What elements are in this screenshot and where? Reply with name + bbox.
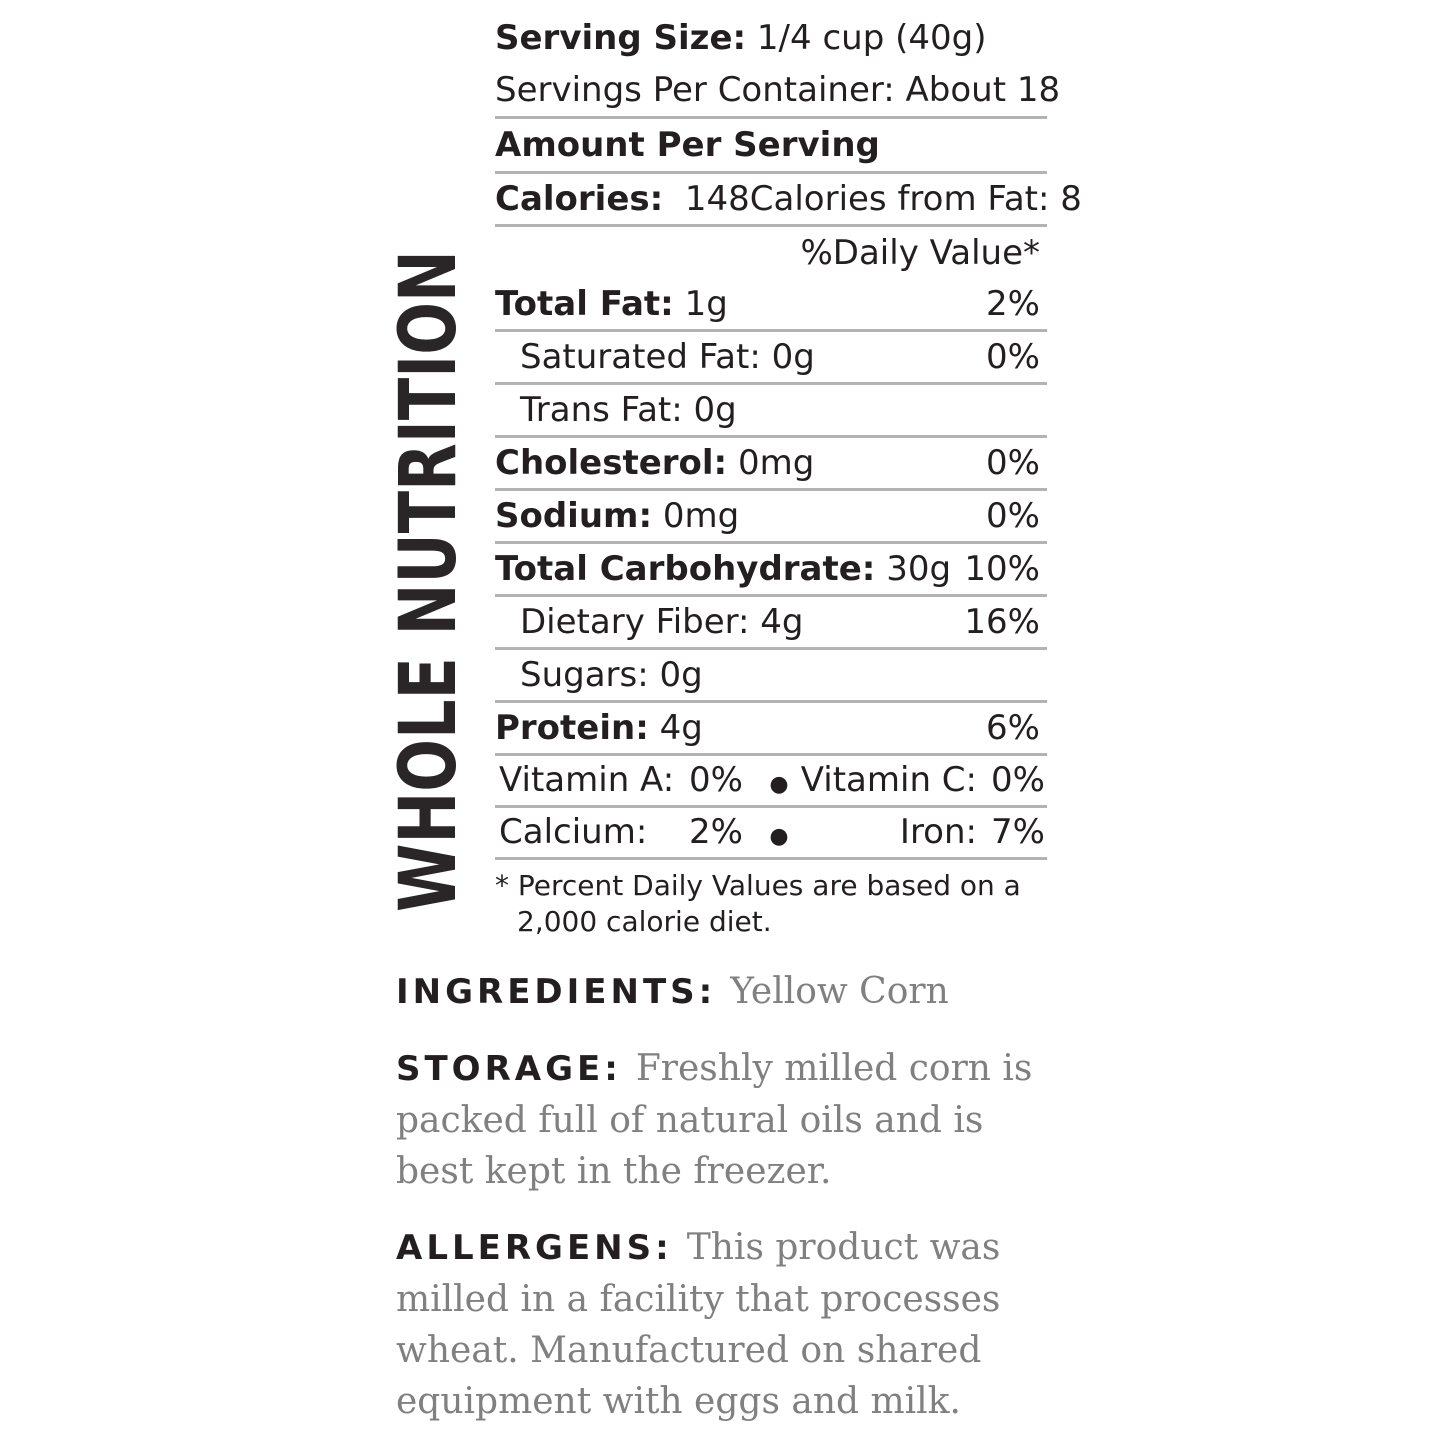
nutrient-label: Total Carbohydrate:: [495, 549, 876, 589]
nutrient-row-trans-fat: [495, 385, 1047, 438]
nutrient-row-sugars: [495, 650, 1047, 703]
nutrient-label: Protein:: [495, 708, 649, 748]
nutrient-value: 1g: [684, 284, 728, 324]
footnote-line-2: 2,000 calorie diet.: [517, 905, 772, 938]
serving-size-value: 1/4 cup (40g): [756, 18, 987, 58]
nutrient-value: 30g: [886, 549, 952, 589]
side-title: [384, 20, 474, 912]
nutrient-label: Sugars:: [520, 655, 649, 695]
vitamin-a-value: 0%: [689, 760, 743, 800]
nutrient-dv: 0%: [986, 496, 1040, 536]
nutrient-dv: 0%: [986, 337, 1040, 377]
vitamin-a-label: Vitamin A:: [499, 760, 675, 800]
nutrition-facts-panel: [495, 12, 1082, 940]
nutrient-dv: 16%: [964, 602, 1040, 642]
nutrient-value: 0g: [693, 390, 737, 430]
nutrient-dv: 0%: [986, 443, 1040, 483]
nutrient-row-sodium: [495, 491, 1047, 544]
calories-row: [495, 174, 1082, 227]
nutrient-value: 0mg: [737, 443, 815, 483]
amount-per-serving: Amount Per Serving: [495, 119, 1047, 174]
nutrient-label: Trans Fat:: [520, 390, 683, 430]
footnote: [495, 868, 1047, 940]
ingredients-text: Yellow Corn: [730, 971, 949, 1012]
allergens-label: ALLERGENS:: [396, 1228, 673, 1268]
vitamin-row: [495, 756, 1047, 808]
calories-label: Calories:: [495, 179, 664, 219]
storage-section: [396, 1043, 1056, 1197]
footnote-line-1: * Percent Daily Values are based on a: [495, 869, 1021, 902]
storage-label: STORAGE:: [396, 1049, 622, 1089]
storage-text: Freshly milled corn is packed full of natural oils and is best kept in the freezer.: [396, 1048, 1033, 1192]
side-title-text: WHOLE NUTRITION: [384, 250, 474, 912]
calories-from-fat: Calories from Fat: 8: [749, 179, 1082, 219]
nutrient-label: Dietary Fiber:: [520, 602, 750, 642]
allergens-section: [396, 1222, 1036, 1427]
iron-value: 7%: [991, 812, 1045, 852]
calcium-label: Calcium:: [499, 812, 648, 852]
nutrient-label: Saturated Fat:: [520, 337, 761, 377]
calcium-value: 2%: [689, 812, 743, 852]
daily-value-header: %Daily Value*: [800, 233, 1040, 273]
nutrient-dv: 10%: [964, 549, 1040, 589]
ingredients-label: INGREDIENTS:: [396, 972, 717, 1012]
serving-size-label: Serving Size:: [495, 18, 747, 58]
nutrient-row-protein: [495, 703, 1047, 756]
calories: [495, 174, 750, 224]
bullet-separator: ●: [769, 772, 789, 797]
vitamin-c-value: 0%: [991, 760, 1045, 800]
nutrient-label: Sodium:: [495, 496, 653, 536]
nutrient-value: 0g: [771, 337, 815, 377]
nutrient-dv: 6%: [986, 708, 1040, 748]
nutrient-value: 0mg: [662, 496, 740, 536]
nutrient-row-total-carbohydrate: [495, 544, 1047, 597]
nutrient-row-total-fat: [495, 279, 1047, 332]
nutrient-label: Total Fat:: [495, 284, 674, 324]
vitamin-c-label: Vitamin C:: [800, 760, 977, 800]
nutrient-row-dietary-fiber: [495, 597, 1047, 650]
mineral-row: [495, 808, 1047, 860]
ingredients-section: [396, 966, 1076, 1018]
nutrient-dv: 2%: [986, 284, 1040, 324]
servings-per-container: Servings Per Container: About 18: [495, 64, 1047, 119]
serving-size: [495, 12, 1047, 64]
nutrient-value: 4g: [760, 602, 804, 642]
nutrient-row-saturated-fat: [495, 332, 1047, 385]
nutrient-value: 4g: [659, 708, 703, 748]
nutrient-row-cholesterol: [495, 438, 1047, 491]
iron-label: Iron:: [899, 812, 977, 852]
bullet-separator: ●: [769, 824, 789, 849]
nutrient-value: 0g: [659, 655, 703, 695]
calories-value: 148: [684, 179, 750, 219]
nutrient-label: Cholesterol:: [495, 443, 728, 483]
allergens-text: This product was milled in a facility that processes wheat. Manufactured on shared equipment with eggs and milk.: [396, 1227, 1001, 1422]
